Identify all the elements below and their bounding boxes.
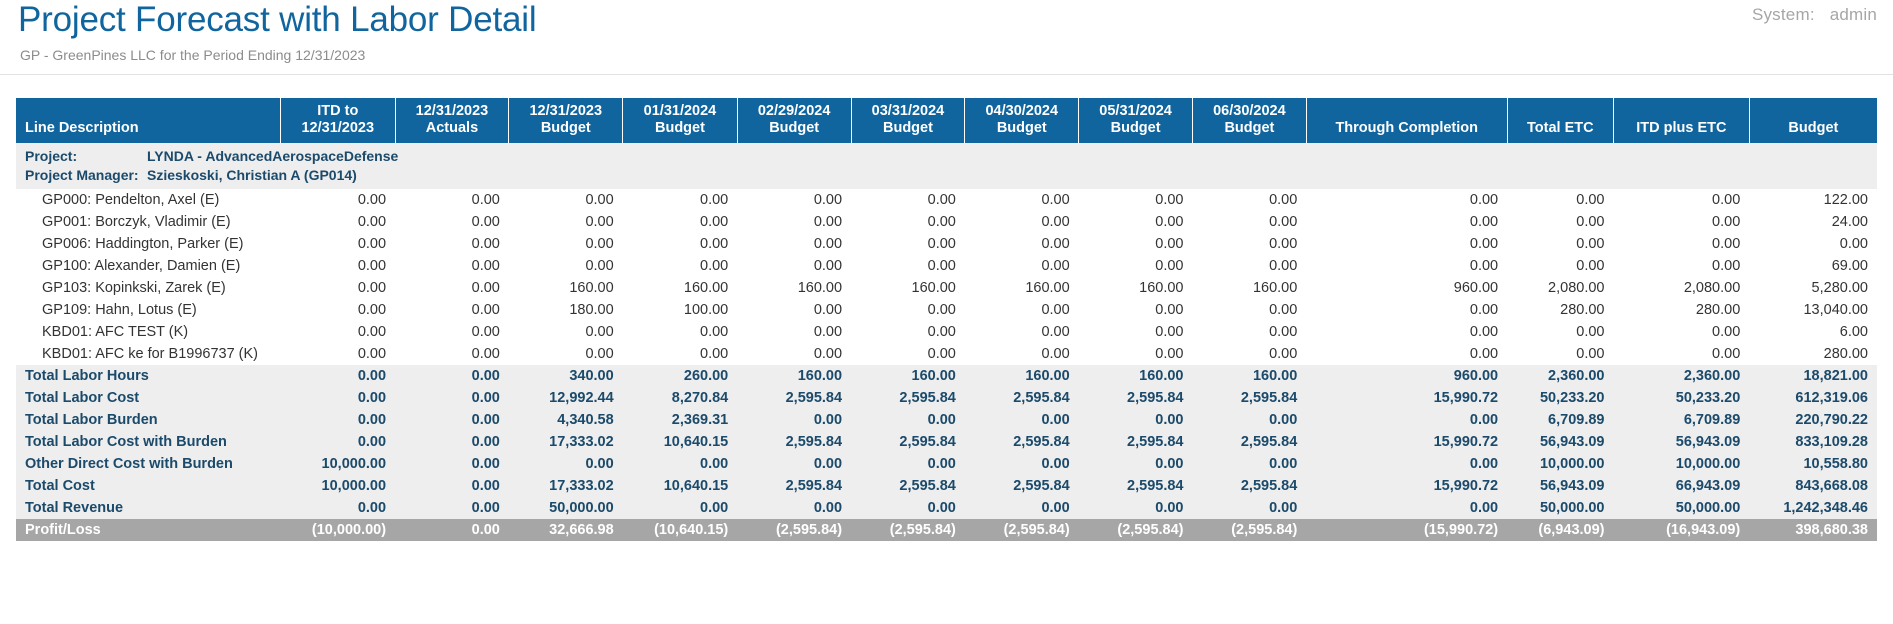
row-value-6: 2,595.84 (851, 475, 965, 497)
row-value-9: 0.00 (1193, 211, 1307, 233)
row-value-2: 0.00 (395, 321, 509, 343)
row-value-4: 100.00 (623, 299, 738, 321)
row-value-12: 0.00 (1614, 211, 1750, 233)
column-header-text: Through Completion (1335, 120, 1478, 137)
row-value-13: 833,109.28 (1749, 431, 1877, 453)
row-value-11: 56,943.09 (1507, 431, 1613, 453)
row-value-3: 0.00 (509, 233, 623, 255)
row-value-3: 12,992.44 (509, 387, 623, 409)
row-value-13: 5,280.00 (1749, 277, 1877, 299)
row-description: GP000: Pendelton, Axel (E) (16, 189, 281, 211)
row-value-6: 0.00 (851, 233, 965, 255)
row-description: GP103: Kopinkski, Zarek (E) (16, 277, 281, 299)
row-value-11: 56,943.09 (1507, 475, 1613, 497)
row-value-4: 10,640.15 (623, 475, 738, 497)
column-header-text: Line Description (25, 120, 139, 137)
row-value-9: 0.00 (1193, 321, 1307, 343)
row-value-11: 50,000.00 (1507, 497, 1613, 519)
row-value-1: 0.00 (281, 343, 396, 365)
row-value-13: 18,821.00 (1749, 365, 1877, 387)
row-value-12: 50,233.20 (1614, 387, 1750, 409)
project-info-block (25, 147, 1868, 185)
row-value-1: 0.00 (281, 497, 396, 519)
row-value-12: 50,000.00 (1614, 497, 1750, 519)
row-value-3: 0.00 (509, 189, 623, 211)
project-info-cell (16, 143, 1877, 189)
row-value-2: 0.00 (395, 189, 509, 211)
column-header-itd-to[interactable] (281, 98, 396, 143)
row-value-9: 0.00 (1193, 189, 1307, 211)
row-value-1: 0.00 (281, 211, 396, 233)
column-header-line2: Actuals (425, 120, 479, 137)
page-title: Project Forecast with Labor Detail (18, 0, 537, 39)
column-header-line2: Budget (769, 120, 820, 137)
table-row (16, 321, 1877, 343)
row-value-10: 0.00 (1306, 189, 1507, 211)
row-value-12: 56,943.09 (1614, 431, 1750, 453)
row-value-3: 0.00 (509, 255, 623, 277)
row-description: KBD01: AFC TEST (K) (16, 321, 281, 343)
row-value-9: 160.00 (1193, 277, 1307, 299)
row-value-4: (10,640.15) (623, 519, 738, 541)
row-value-5: 0.00 (737, 299, 851, 321)
row-value-5: 2,595.84 (737, 431, 851, 453)
row-value-13: 398,680.38 (1749, 519, 1877, 541)
page-subtitle: GP - GreenPines LLC for the Period Ending 12/31/2023 (20, 47, 366, 63)
row-value-8: 0.00 (1079, 321, 1193, 343)
row-value-4: 160.00 (623, 277, 738, 299)
row-value-12: 6,709.89 (1614, 409, 1750, 431)
row-value-6: 2,595.84 (851, 431, 965, 453)
row-value-7: 0.00 (965, 211, 1079, 233)
row-value-11: 0.00 (1507, 211, 1613, 233)
project-info-labels (25, 147, 147, 185)
row-description: Profit/Loss (16, 519, 281, 541)
row-value-3: 340.00 (509, 365, 623, 387)
row-value-11: (6,943.09) (1507, 519, 1613, 541)
table-body (16, 143, 1877, 541)
project-manager-value: Szieskoski, Christian A (GP014) (147, 167, 357, 184)
row-value-7: (2,595.84) (965, 519, 1079, 541)
row-value-7: 2,595.84 (965, 431, 1079, 453)
row-value-12: 2,360.00 (1614, 365, 1750, 387)
header-divider (0, 74, 1893, 75)
row-value-10: 0.00 (1306, 233, 1507, 255)
row-value-3: 0.00 (509, 321, 623, 343)
row-value-7: 0.00 (965, 233, 1079, 255)
column-header-line2: 12/31/2023 (301, 120, 375, 137)
row-value-8: 2,595.84 (1079, 475, 1193, 497)
row-value-10: 960.00 (1306, 365, 1507, 387)
row-value-8: 0.00 (1079, 409, 1193, 431)
column-header-line1: 05/31/2024 (1099, 103, 1172, 119)
row-value-10: 15,990.72 (1306, 431, 1507, 453)
row-value-8: 0.00 (1079, 255, 1193, 277)
row-value-11: 0.00 (1507, 233, 1613, 255)
table-row-profit-loss (16, 519, 1877, 541)
row-value-7: 0.00 (965, 343, 1079, 365)
row-value-2: 0.00 (395, 299, 509, 321)
row-value-1: 0.00 (281, 409, 396, 431)
row-value-5: 0.00 (737, 453, 851, 475)
row-value-13: 69.00 (1749, 255, 1877, 277)
row-value-6: 0.00 (851, 189, 965, 211)
row-value-13: 612,319.06 (1749, 387, 1877, 409)
row-value-8: 0.00 (1079, 497, 1193, 519)
column-header-line1: 01/31/2024 (643, 103, 717, 119)
row-value-8: (2,595.84) (1079, 519, 1193, 541)
row-value-6: (2,595.84) (851, 519, 965, 541)
row-value-4: 0.00 (623, 211, 738, 233)
table-row (16, 189, 1877, 211)
row-value-12: 0.00 (1614, 321, 1750, 343)
row-description: Total Labor Hours (16, 365, 281, 387)
row-value-8: 160.00 (1079, 277, 1193, 299)
row-description: Total Revenue (16, 497, 281, 519)
table-row (16, 255, 1877, 277)
row-value-12: 2,080.00 (1614, 277, 1750, 299)
row-value-7: 0.00 (965, 453, 1079, 475)
row-value-9: 0.00 (1193, 299, 1307, 321)
row-value-12: 0.00 (1614, 189, 1750, 211)
row-value-5: 160.00 (737, 277, 851, 299)
column-header-budget-20240229[interactable] (737, 98, 851, 143)
table-row-total (16, 431, 1877, 453)
row-value-6: 0.00 (851, 409, 965, 431)
row-value-3: 32,666.98 (509, 519, 623, 541)
row-description: Total Labor Cost with Burden (16, 431, 281, 453)
row-value-3: 17,333.02 (509, 431, 623, 453)
row-value-9: 0.00 (1193, 255, 1307, 277)
row-value-12: 10,000.00 (1614, 453, 1750, 475)
row-value-1: 0.00 (281, 255, 396, 277)
column-header-line2: Budget (883, 120, 933, 137)
row-value-9: 160.00 (1193, 365, 1307, 387)
row-value-7: 2,595.84 (965, 387, 1079, 409)
column-header-line1: ITD to (317, 103, 359, 119)
row-value-7: 2,595.84 (965, 475, 1079, 497)
row-value-4: 0.00 (623, 255, 738, 277)
row-description: GP001: Borczyk, Vladimir (E) (16, 211, 281, 233)
row-value-5: (2,595.84) (737, 519, 851, 541)
row-value-3: 0.00 (509, 343, 623, 365)
row-value-2: 0.00 (395, 255, 509, 277)
row-value-11: 280.00 (1507, 299, 1613, 321)
row-value-2: 0.00 (395, 431, 509, 453)
row-description: GP109: Hahn, Lotus (E) (16, 299, 281, 321)
row-value-2: 0.00 (395, 277, 509, 299)
system-user: admin (1829, 5, 1877, 24)
row-description: Total Labor Cost (16, 387, 281, 409)
row-value-8: 0.00 (1079, 233, 1193, 255)
row-value-8: 2,595.84 (1079, 431, 1193, 453)
row-value-6: 0.00 (851, 343, 965, 365)
column-header-budget-20240331[interactable] (851, 98, 965, 143)
row-value-10: 0.00 (1306, 497, 1507, 519)
project-manager-label: Project Manager: (25, 167, 139, 184)
row-value-5: 0.00 (737, 233, 851, 255)
column-header-line2: Budget (540, 120, 591, 137)
row-value-4: 260.00 (623, 365, 738, 387)
row-value-5: 0.00 (737, 255, 851, 277)
row-description: Total Labor Burden (16, 409, 281, 431)
row-value-1: 0.00 (281, 365, 396, 387)
row-value-7: 0.00 (965, 321, 1079, 343)
row-value-6: 0.00 (851, 255, 965, 277)
row-value-11: 0.00 (1507, 343, 1613, 365)
row-description: GP100: Alexander, Damien (E) (16, 255, 281, 277)
row-value-10: 0.00 (1306, 255, 1507, 277)
row-value-11: 2,080.00 (1507, 277, 1613, 299)
row-value-3: 17,333.02 (509, 475, 623, 497)
table-row-total (16, 497, 1877, 519)
row-value-13: 6.00 (1749, 321, 1877, 343)
row-description: KBD01: AFC ke for B1996737 (K) (16, 343, 281, 365)
row-value-9: 0.00 (1193, 497, 1307, 519)
row-value-10: 15,990.72 (1306, 387, 1507, 409)
row-value-7: 160.00 (965, 277, 1079, 299)
row-value-7: 0.00 (965, 409, 1079, 431)
row-value-3: 4,340.58 (509, 409, 623, 431)
table-header-row (16, 98, 1877, 143)
row-value-6: 0.00 (851, 321, 965, 343)
row-value-5: 0.00 (737, 497, 851, 519)
row-value-1: 0.00 (281, 233, 396, 255)
project-info-row (16, 143, 1877, 189)
column-header-budget-20240430[interactable] (965, 98, 1079, 143)
row-value-10: 960.00 (1306, 277, 1507, 299)
row-value-5: 160.00 (737, 365, 851, 387)
row-value-2: 0.00 (395, 387, 509, 409)
row-value-13: 280.00 (1749, 343, 1877, 365)
row-value-7: 160.00 (965, 365, 1079, 387)
row-value-7: 0.00 (965, 255, 1079, 277)
table-row (16, 299, 1877, 321)
row-value-8: 0.00 (1079, 343, 1193, 365)
row-value-2: 0.00 (395, 365, 509, 387)
table-row-total (16, 387, 1877, 409)
column-header-text: ITD plus ETC (1636, 120, 1727, 137)
column-header-budget-20240131[interactable] (623, 98, 738, 143)
row-value-1: 10,000.00 (281, 475, 396, 497)
row-value-8: 0.00 (1079, 299, 1193, 321)
row-value-13: 122.00 (1749, 189, 1877, 211)
row-value-5: 2,595.84 (737, 475, 851, 497)
column-header-line2: Budget (1224, 120, 1275, 137)
row-value-12: 280.00 (1614, 299, 1750, 321)
column-header-itd-plus-etc[interactable] (1614, 98, 1750, 143)
column-header-line2: Budget (655, 120, 705, 137)
column-header-budget-20231231[interactable] (509, 98, 623, 143)
row-value-10: (15,990.72) (1306, 519, 1507, 541)
column-header-line1: 06/30/2024 (1213, 103, 1286, 119)
project-value: LYNDA - AdvancedAerospaceDefense (147, 148, 399, 165)
row-value-11: 6,709.89 (1507, 409, 1613, 431)
row-value-6: 0.00 (851, 497, 965, 519)
column-header-line1: 04/30/2024 (985, 103, 1059, 119)
table-row-total (16, 475, 1877, 497)
row-value-10: 0.00 (1306, 453, 1507, 475)
row-value-4: 0.00 (623, 343, 738, 365)
row-value-1: 0.00 (281, 277, 396, 299)
row-value-4: 0.00 (623, 233, 738, 255)
row-value-13: 13,040.00 (1749, 299, 1877, 321)
column-header-budget-total[interactable] (1749, 98, 1877, 143)
row-value-12: 0.00 (1614, 343, 1750, 365)
column-header-actuals[interactable] (395, 98, 509, 143)
row-value-9: 0.00 (1193, 453, 1307, 475)
row-value-2: 0.00 (395, 409, 509, 431)
row-value-6: 0.00 (851, 453, 965, 475)
project-info-values (147, 147, 398, 185)
row-value-13: 1,242,348.46 (1749, 497, 1877, 519)
column-header-line1: 02/29/2024 (757, 103, 831, 119)
row-value-4: 0.00 (623, 321, 738, 343)
column-header-budget-20240630[interactable] (1193, 98, 1307, 143)
row-value-5: 0.00 (737, 343, 851, 365)
row-value-13: 843,668.08 (1749, 475, 1877, 497)
row-value-11: 0.00 (1507, 321, 1613, 343)
row-value-8: 0.00 (1079, 453, 1193, 475)
row-value-9: 0.00 (1193, 343, 1307, 365)
row-value-5: 0.00 (737, 189, 851, 211)
row-value-11: 50,233.20 (1507, 387, 1613, 409)
row-value-8: 2,595.84 (1079, 387, 1193, 409)
row-value-2: 0.00 (395, 519, 509, 541)
row-value-4: 0.00 (623, 453, 738, 475)
row-value-5: 2,595.84 (737, 387, 851, 409)
row-value-12: 0.00 (1614, 255, 1750, 277)
forecast-table (16, 98, 1877, 541)
row-value-11: 10,000.00 (1507, 453, 1613, 475)
row-value-11: 2,360.00 (1507, 365, 1613, 387)
row-value-2: 0.00 (395, 211, 509, 233)
row-value-3: 180.00 (509, 299, 623, 321)
row-value-1: 0.00 (281, 189, 396, 211)
column-header-line-description[interactable] (16, 98, 281, 143)
table-row (16, 211, 1877, 233)
row-value-9: 0.00 (1193, 233, 1307, 255)
column-header-through-completion[interactable] (1306, 98, 1507, 143)
row-value-1: 0.00 (281, 299, 396, 321)
row-value-6: 160.00 (851, 277, 965, 299)
row-value-5: 0.00 (737, 409, 851, 431)
row-value-4: 0.00 (623, 497, 738, 519)
row-value-2: 0.00 (395, 343, 509, 365)
row-value-3: 50,000.00 (509, 497, 623, 519)
row-value-4: 0.00 (623, 189, 738, 211)
row-value-8: 160.00 (1079, 365, 1193, 387)
row-value-4: 2,369.31 (623, 409, 738, 431)
column-header-budget-20240531[interactable] (1079, 98, 1193, 143)
column-header-text: Total ETC (1527, 120, 1594, 137)
project-label: Project: (25, 148, 78, 165)
row-value-9: 2,595.84 (1193, 475, 1307, 497)
row-value-1: 0.00 (281, 387, 396, 409)
table-row-total (16, 453, 1877, 475)
column-header-line2: Budget (1110, 120, 1161, 137)
row-value-8: 0.00 (1079, 211, 1193, 233)
column-header-text: Budget (1788, 120, 1839, 137)
row-value-13: 220,790.22 (1749, 409, 1877, 431)
row-value-7: 0.00 (965, 497, 1079, 519)
column-header-total-etc[interactable] (1507, 98, 1613, 143)
system-user-info (1752, 5, 1877, 25)
row-value-10: 0.00 (1306, 299, 1507, 321)
row-value-1: 0.00 (281, 321, 396, 343)
column-header-line2: Budget (996, 120, 1047, 137)
row-value-1: 10,000.00 (281, 453, 396, 475)
row-value-6: 160.00 (851, 365, 965, 387)
row-value-6: 0.00 (851, 299, 965, 321)
table-row (16, 233, 1877, 255)
row-description: Other Direct Cost with Burden (16, 453, 281, 475)
row-value-13: 24.00 (1749, 211, 1877, 233)
row-description: Total Cost (16, 475, 281, 497)
row-value-10: 15,990.72 (1306, 475, 1507, 497)
system-label: System: (1751, 5, 1815, 24)
row-value-1: (10,000.00) (281, 519, 396, 541)
row-value-11: 0.00 (1507, 189, 1613, 211)
row-value-4: 10,640.15 (623, 431, 738, 453)
row-value-9: 2,595.84 (1193, 431, 1307, 453)
row-value-2: 0.00 (395, 475, 509, 497)
row-value-10: 0.00 (1306, 409, 1507, 431)
row-value-9: 2,595.84 (1193, 387, 1307, 409)
column-header-line1: 12/31/2023 (415, 103, 489, 119)
row-value-2: 0.00 (395, 497, 509, 519)
row-value-8: 0.00 (1079, 189, 1193, 211)
column-header-line1: 12/31/2023 (529, 103, 603, 119)
row-value-5: 0.00 (737, 321, 851, 343)
row-value-6: 2,595.84 (851, 387, 965, 409)
row-value-11: 0.00 (1507, 255, 1613, 277)
row-value-13: 10,558.80 (1749, 453, 1877, 475)
table-row-total (16, 365, 1877, 387)
row-value-3: 0.00 (509, 453, 623, 475)
table-row-total (16, 409, 1877, 431)
row-value-2: 0.00 (395, 453, 509, 475)
table-header (16, 98, 1877, 143)
row-value-3: 0.00 (509, 211, 623, 233)
row-value-12: (16,943.09) (1614, 519, 1750, 541)
row-value-4: 8,270.84 (623, 387, 738, 409)
row-value-9: (2,595.84) (1193, 519, 1307, 541)
column-header-line1: 03/31/2024 (871, 103, 945, 119)
table-row (16, 343, 1877, 365)
row-value-6: 0.00 (851, 211, 965, 233)
row-value-2: 0.00 (395, 233, 509, 255)
row-value-10: 0.00 (1306, 343, 1507, 365)
table-row (16, 277, 1877, 299)
row-description: GP006: Haddington, Parker (E) (16, 233, 281, 255)
row-value-10: 0.00 (1306, 211, 1507, 233)
row-value-5: 0.00 (737, 211, 851, 233)
row-value-3: 160.00 (509, 277, 623, 299)
row-value-12: 0.00 (1614, 233, 1750, 255)
row-value-7: 0.00 (965, 299, 1079, 321)
row-value-7: 0.00 (965, 189, 1079, 211)
row-value-12: 66,943.09 (1614, 475, 1750, 497)
row-value-1: 0.00 (281, 431, 396, 453)
row-value-9: 0.00 (1193, 409, 1307, 431)
row-value-13: 0.00 (1749, 233, 1877, 255)
row-value-10: 0.00 (1306, 321, 1507, 343)
